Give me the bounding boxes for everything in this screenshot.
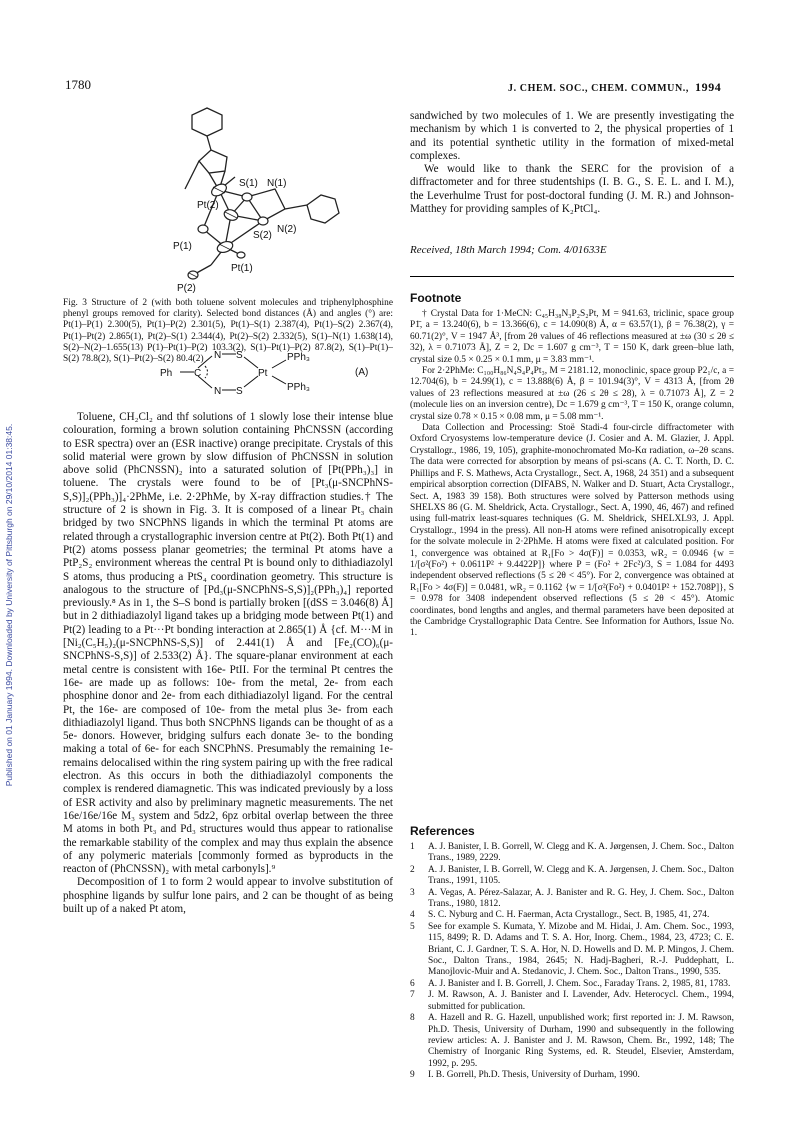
reference-number: 4: [410, 910, 415, 921]
main-text-left: [63, 411, 393, 916]
structure-a-atom-pph3-bottom: PPh₃: [287, 382, 310, 393]
reference-text: I. B. Gorrell, Ph.D. Thesis, University of Durham, 1990.: [428, 1070, 640, 1081]
main-paragraph-1: Toluene, CH₂Cl₂ and thf solutions of 1 slowly lose their intense blue colouration, forming a brown solution containing PhCNSSN (according to ESR spectra) over an (ESR inactive) orange precipitate. Crystals of this solid material were grown by slow diffusion of PhCNSSN in solution above solid (PhCNSSN)₂ into a saturated solution of [Pt(PPh₃)₃] in toluene. The crystals were found to be of [Pt₃(μ-SNCPhNS-S,S)]₂(PPh₃)]₄·2PhMe, i.e. 2·2PhMe, by X-ray diffraction studies.† The structure of 2 is shown in Fig. 3. It is composed of a linear Pt₃ chain bridged by two SNCPhNS ligands in which the terminal Pt atoms are related through a crystallographic inversion centre at Pt(2). Both Pt(1) and Pt(2) atoms possess planar geometries; the terminal Pt atoms have a PtP₂S₂ environment whereas the central Pt is bound only to dithiadiazolyl S atoms, thus producing a PtS₄ coordination geometry. This structure is analogous to the structure of [Pd₃(μ-SNCPhNS-S,S)]₂(PPh₃)₄] reported previously.⁸ As in 1, the S–S bond is partially broken [(dSS = 3.046(8) Å] but in 2 dithiadiazolyl ligand takes up a bridging mode between Pt(1) and Pt(2) leading to a Pt···Pt bonding interaction at 2.865(1) Å {cf. M···M in [Ni₂(C₅H₅)₂(μ-SNCPhNS-S,S)] of 2.441(1) Å and [Fe₂(CO)₆(μ-SNCPhNS-S,S)] of 2.533(2) Å}. The square-planar environment at each metal centre is consistent with 16e- PtII. For the terminal Pt centres the 16e- are made up as follows: 10e- from the metal, 2e- from each phosphine donor and 2e- from each dithiadiazolyl ligand. For the central Pt, the 16e- are composed of 10e- from the metal plus 3e- from each dithiadiazolyl ligand. Thus both SNCPhNS ligands can be thought of as a 5e- donors. However, bridging sulfurs each donate 3e- to the bonding making a total of 6e- for each SNCPhNS. Presumably the remaining 1e- remains delocalised within the ring system pairing up with the free radical electron. As this occurs in both the dithiadiazolyl components the complex is rendered diamagnetic. This was indicated previously by a loss of ESR activity and also by preliminary magnetic measurements. The net 16e/16e/16e M₃ system and 5dz2, 6pz orbital overlap between the three M atoms in both Pt₃ and Pd₃ structures would thus appear to rationalise the remarkable stability of the complex and may thus explain the absence of any polymeric materials [commonly formed as byproducts in the reacton of (PhCNSSN)₂ with metal carbonyls].⁹: [63, 411, 393, 876]
footnote-body: [410, 309, 734, 640]
reference-item: [410, 1013, 734, 1070]
structure-a-atom-pph3-top: PPh₃: [287, 352, 310, 363]
structure-a-atom-n2: N: [214, 386, 222, 397]
structure-a-atom-c: C: [194, 368, 202, 379]
footnote-paragraph-2: For 2·2PhMe: C₁₀₀H₈₆N₄S₄P₄Pt₃, M = 2181.12, monoclinic, space group P2₁/c, a = 12.704(6), b = 24.99(1), c = 13.888(6) Å, β = 101.94(3)°, V = 4313 Å, [from 2θ values of 23 reflections measured at ±ω (26 ≤ 2θ ≤ 28), λ = 0.71073 Å], Z = 2 (molecule lies on an inversion centre), Dc = 1.679 g cm⁻³, T = 150 K, orange column, crystal size 0.78 × 0.15 × 0.08 mm, μ = 5.08 mm⁻¹.: [410, 366, 734, 422]
structure-a-label: (A): [355, 367, 369, 378]
label-p2: P(2): [177, 283, 196, 294]
reference-number: 2: [410, 864, 415, 875]
main-text-right: [410, 110, 734, 216]
received-line: Received, 18th March 1994; Com. 4/01633E: [410, 244, 607, 256]
figure-3-caption-text: Fig. 3 Structure of 2 (with both toluene solvent molecules and triphenylphosphine phenyl groups removed for clarity). Selected bond distances (Å) and angles (°) are: Pt(1)–P(1) 2.300(5), Pt(1)–P(2) 2.301(5), Pt(1)–S(1) 2.387(4), Pt(1)–S(2) 2.367(4), Pt(1)–Pt(2) 2.865(1), Pt(2)–S(1) 2.344(4), Pt(2)–S(2) 2.332(5), S(1)–N(1) 1.638(14), S(2)–N(2)–1.655(13) P(1)–Pt(1)–P(2) 103.3(2), S(1)–Pt(1)–P(2) 87.8(2), S(1)–Pt(1)–S(2) 78.8(2), S(1)–Pt(2)–S(2) 80.4(2): [63, 298, 393, 365]
phenyl-ring-lower: [307, 195, 339, 223]
structure-a-atom-ph: Ph: [160, 368, 173, 379]
phenyl-ring-upper: [192, 108, 222, 136]
label-n2: N(2): [277, 224, 297, 235]
reference-number: 1: [410, 842, 415, 852]
reference-text: A. Hazell and R. G. Hazell, unpublished work; first reported in: J. M. Rawson, Ph.D. Thesis, University of Durham, 1990 and subsequently in the following review articles: A. J. Banister and J. M. Rawson, Chem. Br., 1992, 148; The Chemistry of Inorganic Ring Systems, ed. R. Steudel, Elsevier, Amsterdam, 1992, p. 295.: [428, 1013, 734, 1069]
reference-item: [410, 865, 734, 888]
structure-a-diagram: [150, 342, 400, 402]
structure-a-atom-n1: N: [214, 350, 222, 361]
references-heading: References: [410, 824, 475, 838]
footnote-heading: Footnote: [410, 291, 462, 305]
journal-year: 1994: [695, 80, 722, 94]
structure-a-atom-pt: Pt: [258, 368, 268, 379]
label-pt1: Pt(1): [231, 263, 253, 274]
reference-number: 7: [410, 990, 415, 1001]
reference-item: [410, 888, 734, 911]
figure-3-structure: [135, 105, 375, 295]
reference-text: A. J. Banister and I. B. Gorrell, J. Chem. Soc., Faraday Trans. 2, 1985, 81, 1783.: [428, 978, 731, 989]
reference-number: 9: [410, 1070, 415, 1081]
dithiadiazolyl-ring-upper: [199, 150, 227, 173]
main-paragraph-2: Decomposition of 1 to form 2 would appear to involve substitution of phosphine ligands by sulfur lone pairs, and 2 can be thought of as being built up of a naked Pt atom,: [63, 876, 393, 915]
reference-item: [410, 910, 734, 921]
download-notice-text: Published on 01 January 1994. Downloaded by University of Pittsburgh on 29/10/2014 01:38:45.: [4, 423, 14, 787]
reference-text: See for example S. Kumata, Y. Mizobe and M. Hidai, J. Am. Chem. Soc., 1993, 115, 8499; R. D. Adams and T. S. A. Hor, Inorg. Chem., 1984, 23, 4723; C. E. Briant, C. J. Gardner, T. S. A. Hor, N. D. Howells and D. M. P. Mingos, J. Chem. Soc., Dalton Trans., 1984, 2645; N. Hadj-Bagheri, R.-J. Puddephatt, L. Manojlovic-Muir and A. Stedanovic, J. Chem. Soc., Dalton Trans., 1990, 535.: [428, 921, 734, 978]
right-paragraph-1: sandwiched by two molecules of 1. We are presently investigating the mechanism by which 1 is converted to 2, the physical properties of 1 and its potential synthetic utility in the formation of mixed-metal complexes.: [410, 110, 734, 162]
references-list: [410, 842, 734, 1082]
reference-text: S. C. Nyburg and C. H. Faerman, Acta Crystallogr., Sect. B, 1985, 41, 274.: [428, 910, 710, 921]
journal-name: J. CHEM. SOC., CHEM. COMMUN.,: [508, 83, 689, 94]
label-n1: N(1): [267, 178, 287, 189]
reference-number: 8: [410, 1013, 415, 1024]
reference-text: J. M. Rawson, A. J. Banister and I. Lavender, Adv. Heterocycl. Chem., 1994, submitted for publication.: [428, 990, 734, 1012]
label-s1: S(1): [239, 178, 258, 189]
journal-header: [508, 80, 721, 95]
reference-item: [410, 979, 734, 990]
reference-item: [410, 990, 734, 1013]
reference-number: 3: [410, 887, 415, 898]
reference-item: [410, 842, 734, 865]
acknowledgements: We would like to thank the SERC for the provision of a diffractometer and for three studentships (I. B. G., S. E. L. and I. M.), the Leverhulme Trust for post-doctoral funding (J. M. R.) and Johnson-Matthey for providing samples of K₂PtCl₄.: [410, 163, 734, 216]
label-pt2: Pt(2): [197, 200, 219, 211]
section-divider: [410, 276, 734, 277]
page-number: 1780: [65, 77, 91, 92]
reference-number: 5: [410, 921, 415, 932]
reference-item: [410, 1070, 734, 1081]
reference-text: A. Vegas, A. Pérez-Salazar, A. J. Banister and R. G. Hey, J. Chem. Soc., Dalton Trans., 1980, 1812.: [428, 887, 734, 910]
reference-text: A. J. Banister, I. B. Gorrell, W. Clegg and K. A. Jørgensen, J. Chem. Soc., Dalton Trans., 1991, 1105.: [428, 864, 734, 887]
structure-a-atom-s1: S: [236, 350, 243, 361]
download-notice: [2, 250, 16, 950]
reference-item: [410, 922, 734, 979]
footnote-paragraph-3: Data Collection and Processing: Stoë Stadi-4 four-circle diffractometer with Oxford Cryosystems low-temperature device (J. Cosier and A. M. Glazier, J. Appl. Crystallogr., 1986, 19, 105), graphite-monochromated Mo-Kα radiation, ω–2θ scans. The data were corrected for absorption by means of psi-scans (A. C. T. North, D. C. Phillips and F. S. Mathews, Acta Crystallogr., Sect. A, 1968, 24 351) and a subsequent empirical absorption correction (DIFABS, N. Walker and D. Stuart, Acta Crystallogr., Sect. A, 1983 39 158). Both structures were solved by Patterson methods using SHELXS 86 (G. M. Sheldrick, Acta. Crystallogr., Sect. A, 1990, 46, 467) and refined using full-matrix least-squares techniques (G. M. Sheldrick, SHELXL93, J. Appl. Crystallogr., 1994 in the press). All non-H atoms were refined anisotropically except for the solvate molecule in 2·2PhMe. H atoms were fixed at calculated position. For 1, convergence was obtained at R₁[Fo > 4σ(F)] = 0.0353, wR₂ = 0.0946 {w = 1/[σ²(Fo²) + 0.0611P² + 9.4422P]} where P = (Fo² + 2Fc²)/3, S = 1.084 for 4493 independent observed reflections (5 ≤ 2θ < 45°). For 2, convergence was obtained at R₁[Fo > 4σ(F)] = 0.0481, wR₂ = 0.1162 {w = 1/[σ²(Fo²) + 0.0401P² + 152.708P]}, S = 0.978 for 3408 independent observed reflections (5 ≤ 2θ < 45°). Atomic coordinates, bond lengths and angles, and thermal parameters have been deposited at the Cambridge Crystallographic Data Centre. See Information for Authors, Issue No. 1.: [410, 423, 734, 639]
reference-number: 6: [410, 978, 415, 989]
footnote-paragraph-1: † Crystal Data for 1·MeCN: C₄₅H₃₈N₃P₂S₂Pt, M = 941.63, triclinic, space group P1̄, a = 13.240(6), b = 13.366(6), c = 14.090(8) Å, α = 63.57(1), β = 76.38(2), γ = 60.71(2)°, V = 1947 Å³, [from 2θ values of 46 reflections measured at ±ω (30 ≤ 2θ ≤ 32), λ = 0.71073 Å], Z = 2, Dc = 1.607 g cm⁻³, T = 150 K, dark green–blue lath, crystal size 0.5 × 0.25 × 0.1 mm, μ = 3.83 mm⁻¹.: [410, 309, 734, 365]
label-s2: S(2): [253, 230, 272, 241]
reference-text: A. J. Banister, I. B. Gorrell, W. Clegg and K. A. Jørgensen, J. Chem. Soc., Dalton Trans., 1989, 2229.: [428, 842, 734, 864]
structure-a-atom-s2: S: [236, 386, 243, 397]
label-p1: P(1): [173, 241, 192, 252]
dithiadiazolyl-ring-lower: [247, 189, 285, 221]
